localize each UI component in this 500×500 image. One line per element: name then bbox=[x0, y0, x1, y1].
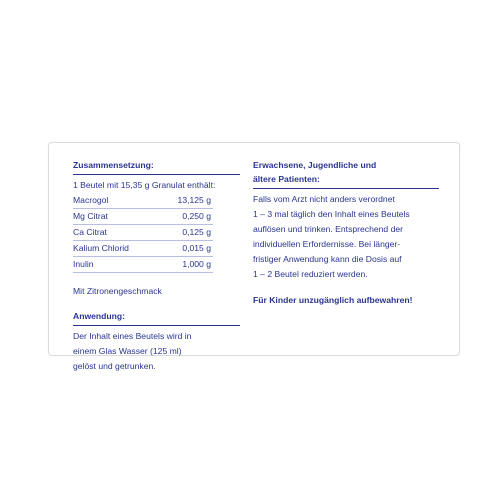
dosage-line: 1 – 2 Beutel reduziert werden. bbox=[253, 269, 368, 279]
ingredient-amount: 0,015 g bbox=[182, 243, 211, 253]
spacer bbox=[73, 273, 243, 284]
ingredient-row bbox=[73, 193, 213, 209]
audience-heading-line: Erwachsene, Jugendliche und bbox=[253, 160, 377, 170]
ingredient-name: Macrogol bbox=[73, 195, 109, 205]
ingredient-row bbox=[73, 225, 213, 241]
right-column bbox=[253, 159, 443, 308]
heading-rule bbox=[73, 174, 240, 175]
flavor-text: Mit Zitronengeschmack bbox=[73, 286, 162, 296]
spacer bbox=[253, 282, 443, 293]
dosage-line: 1 – 3 mal täglich den Inhalt eines Beutels bbox=[253, 209, 410, 219]
usage-line: Der Inhalt eines Beutels wird in bbox=[73, 331, 192, 341]
usage-heading: Anwendung: bbox=[73, 311, 126, 321]
dosage-line: individuellen Erfordernisse. Bei länger- bbox=[253, 239, 401, 249]
ingredient-name: Ca Citrat bbox=[73, 227, 107, 237]
ingredient-name: Mg Citrat bbox=[73, 211, 108, 221]
ingredient-amount: 13,125 g bbox=[177, 195, 211, 205]
per-sachet-text: 1 Beutel mit 15,35 g Granulat enthält: bbox=[73, 180, 216, 190]
ingredient-name: Kalium Chlorid bbox=[73, 243, 129, 253]
spacer bbox=[73, 299, 243, 310]
audience-heading-line: ältere Patienten: bbox=[253, 174, 320, 184]
ingredient-amount: 0,250 g bbox=[182, 211, 211, 221]
dosage-line: fristiger Anwendung kann die Dosis auf bbox=[253, 254, 402, 264]
ingredient-row bbox=[73, 209, 213, 225]
ingredient-amount: 0,125 g bbox=[182, 227, 211, 237]
heading-rule bbox=[73, 325, 240, 326]
usage-line: einem Glas Wasser (125 ml) bbox=[73, 346, 182, 356]
ingredient-name: Inulin bbox=[73, 259, 94, 269]
child-safety-warning: Für Kinder unzugänglich aufbewahren! bbox=[253, 295, 413, 305]
ingredient-table bbox=[73, 193, 213, 273]
ingredient-row bbox=[73, 241, 213, 257]
dosage-line: Falls vom Arzt nicht anders verordnet bbox=[253, 194, 395, 204]
label-card bbox=[48, 142, 460, 371]
composition-heading: Zusammensetzung: bbox=[73, 160, 154, 170]
heading-rule bbox=[253, 188, 439, 189]
left-column bbox=[73, 159, 243, 374]
ingredient-amount: 1,000 g bbox=[182, 259, 211, 269]
usage-line: gelöst und getrunken. bbox=[73, 361, 156, 371]
ingredient-row bbox=[73, 257, 213, 273]
dosage-line: auflösen und trinken. Entsprechend der bbox=[253, 224, 404, 234]
